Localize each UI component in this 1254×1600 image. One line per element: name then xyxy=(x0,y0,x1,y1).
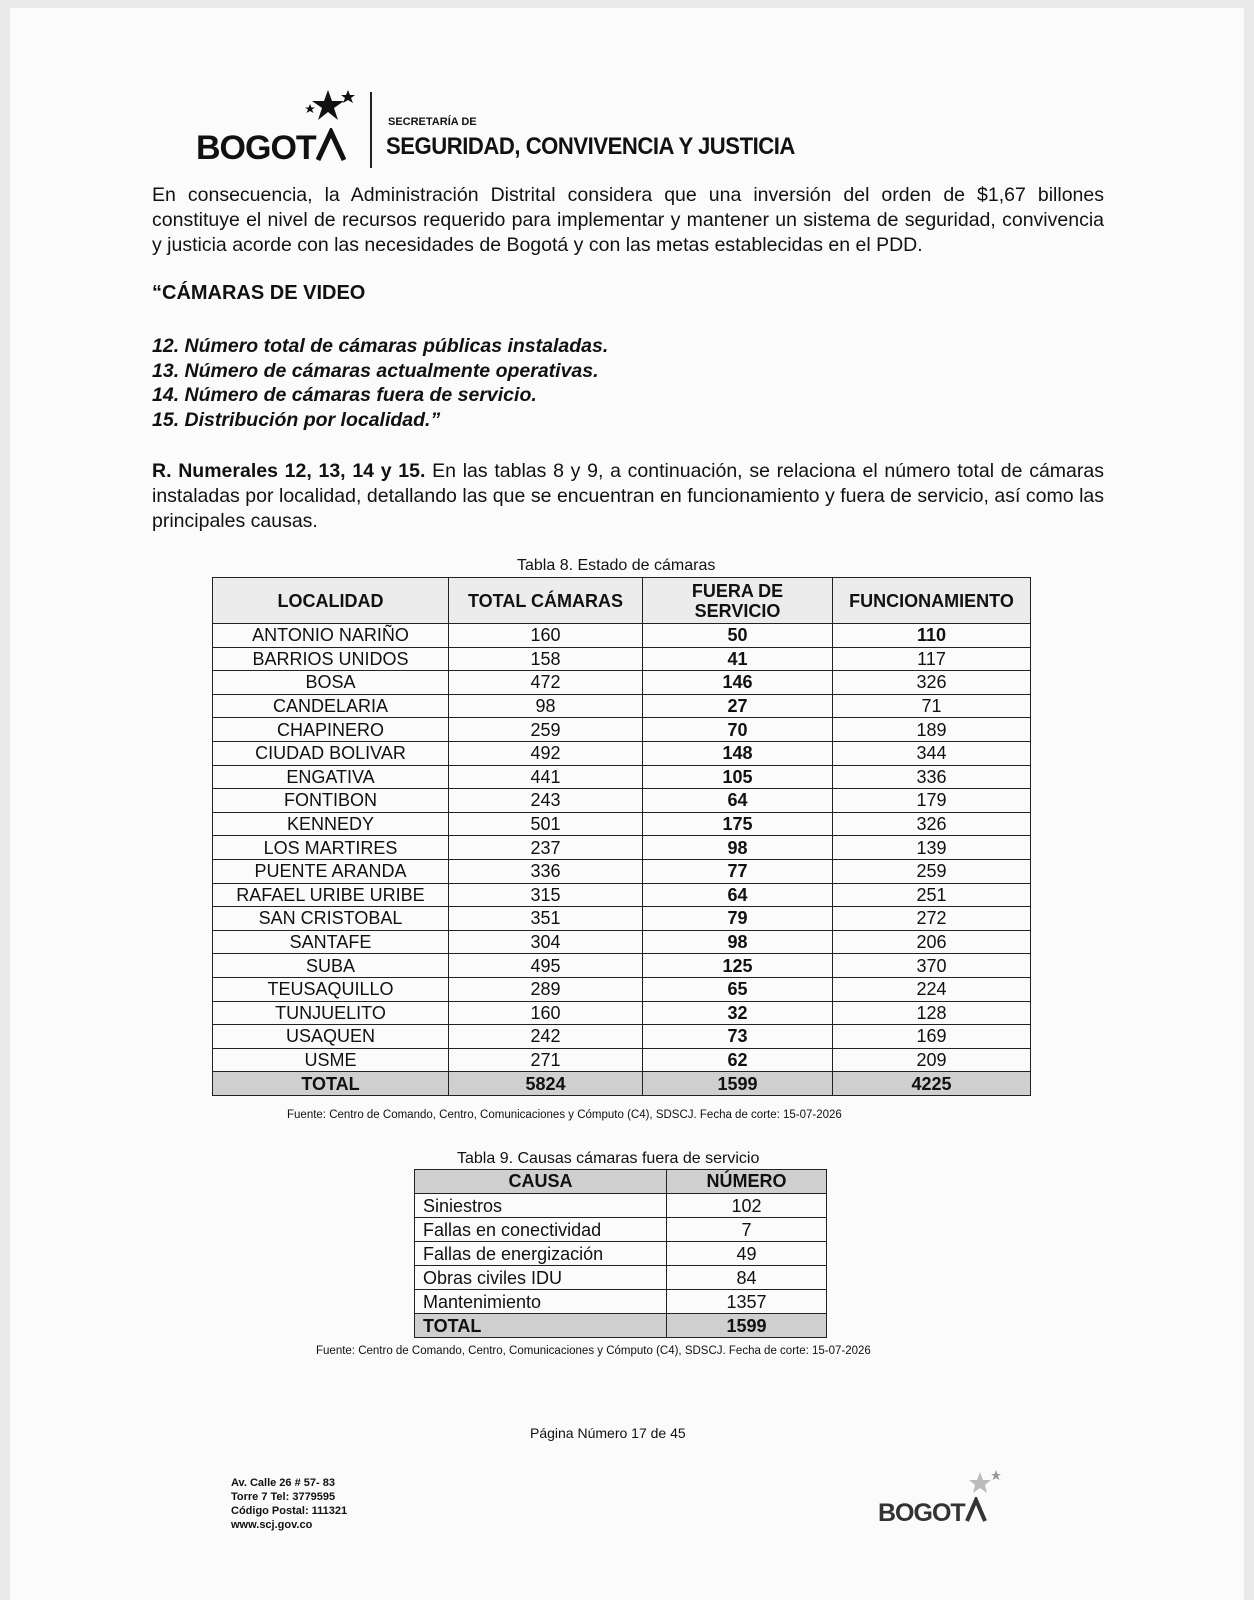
brand-a-glyph xyxy=(316,128,346,162)
table9-header: NÚMERO xyxy=(667,1170,827,1194)
table-cell: 304 xyxy=(449,930,643,954)
table-cell: USME xyxy=(213,1048,449,1072)
intro-paragraph: En consecuencia, la Administración Distrital considera que una inversión del orden de $1,67 billones constituye el nivel de recursos requerido para implementar y mantener un sistema de seguridad, convivencia y justicia acorde con las necesidades de Bogotá y con las metas establecidas en el PDD. xyxy=(152,184,1104,256)
table-cell: 251 xyxy=(833,883,1031,907)
table-total-row xyxy=(415,1314,827,1338)
table-cell: TOTAL xyxy=(415,1314,667,1338)
table-cell: LOS MARTIRES xyxy=(213,836,449,860)
table-cell: 148 xyxy=(643,741,833,765)
table-cell: 1599 xyxy=(643,1072,833,1096)
table8-caption: Tabla 8. Estado de cámaras xyxy=(517,557,716,574)
table-row xyxy=(213,883,1031,907)
table-cell: TUNJUELITO xyxy=(213,1001,449,1025)
table-row xyxy=(213,647,1031,671)
table-cell: 27 xyxy=(643,694,833,718)
table-cell: 73 xyxy=(643,1025,833,1049)
table-cell: 41 xyxy=(643,647,833,671)
table-cell: 315 xyxy=(449,883,643,907)
table-row xyxy=(213,789,1031,813)
table-cell: 71 xyxy=(833,694,1031,718)
table-cell: 344 xyxy=(833,741,1031,765)
table8-header: LOCALIDAD xyxy=(213,578,449,624)
footer-brand-text: BOGOT xyxy=(878,1499,965,1527)
table-cell: RAFAEL URIBE URIBE xyxy=(213,883,449,907)
table-cell: 271 xyxy=(449,1048,643,1072)
table-cell: 77 xyxy=(643,859,833,883)
table9-source: Fuente: Centro de Comando, Centro, Comunicaciones y Cómputo (C4), SDSCJ. Fecha de corte: 15-07-2026 xyxy=(316,1345,871,1357)
table8-header: FUERA DE SERVICIO xyxy=(643,578,833,624)
table-cell: CANDELARIA xyxy=(213,694,449,718)
section-heading: “CÁMARAS DE VIDEO xyxy=(152,282,366,304)
table-cell: 169 xyxy=(833,1025,1031,1049)
question-item: 14. Número de cámaras fuera de servicio. xyxy=(152,384,537,406)
table-row xyxy=(415,1194,827,1218)
table-cell: 370 xyxy=(833,954,1031,978)
table-cell: 272 xyxy=(833,907,1031,931)
table-cell: CIUDAD BOLIVAR xyxy=(213,741,449,765)
table-cell: 50 xyxy=(643,624,833,648)
table-cell: SANTAFE xyxy=(213,930,449,954)
table-cell: 102 xyxy=(667,1194,827,1218)
table-cell: TEUSAQUILLO xyxy=(213,977,449,1001)
table-cell: 289 xyxy=(449,977,643,1001)
table-row xyxy=(213,1001,1031,1025)
table-cell: 259 xyxy=(449,718,643,742)
table-cell: 326 xyxy=(833,671,1031,695)
table9-header: CAUSA xyxy=(415,1170,667,1194)
table-cell: 160 xyxy=(449,1001,643,1025)
table-row xyxy=(213,859,1031,883)
table-cell: 1599 xyxy=(667,1314,827,1338)
table-cell: 146 xyxy=(643,671,833,695)
bogota-logo xyxy=(196,128,346,168)
table-row xyxy=(213,977,1031,1001)
table-row xyxy=(213,765,1031,789)
table-cell: 98 xyxy=(449,694,643,718)
table9-caption: Tabla 9. Causas cámaras fuera de servicio xyxy=(457,1150,760,1167)
table-cell: 64 xyxy=(643,789,833,813)
table-cell: 139 xyxy=(833,836,1031,860)
table-cell: 243 xyxy=(449,789,643,813)
table-row xyxy=(213,694,1031,718)
table-cell: 189 xyxy=(833,718,1031,742)
table-cell: 125 xyxy=(643,954,833,978)
brand-text: BOGOT xyxy=(196,129,316,167)
footer-stars-icon xyxy=(960,1468,1004,1498)
table-cell: USAQUEN xyxy=(213,1025,449,1049)
table-cell: 336 xyxy=(449,859,643,883)
table-cell: Mantenimiento xyxy=(415,1290,667,1314)
table-cell: 158 xyxy=(449,647,643,671)
question-item: 13. Número de cámaras actualmente operativas. xyxy=(152,359,599,382)
table8 xyxy=(212,577,1031,1096)
table-row xyxy=(213,1025,1031,1049)
footer-brand-a-glyph xyxy=(965,1497,987,1523)
table-cell: 175 xyxy=(643,812,833,836)
table8-header: FUNCIONAMIENTO xyxy=(833,578,1031,624)
table-total-row xyxy=(213,1072,1031,1096)
table8-header: TOTAL CÁMARAS xyxy=(449,578,643,624)
table-cell: Siniestros xyxy=(415,1194,667,1218)
table-cell: 65 xyxy=(643,977,833,1001)
table-row xyxy=(213,718,1031,742)
table-cell: ANTONIO NARIÑO xyxy=(213,624,449,648)
table-cell: 441 xyxy=(449,765,643,789)
table8-source: Fuente: Centro de Comando, Centro, Comunicaciones y Cómputo (C4), SDSCJ. Fecha de corte: 15-07-2026 xyxy=(287,1109,842,1121)
table-cell: 160 xyxy=(449,624,643,648)
table-row xyxy=(213,930,1031,954)
stars-icon xyxy=(298,88,358,128)
table-cell: 1357 xyxy=(667,1290,827,1314)
table-row xyxy=(213,836,1031,860)
table-cell: 7 xyxy=(667,1218,827,1242)
table-cell: 242 xyxy=(449,1025,643,1049)
table-cell: SAN CRISTOBAL xyxy=(213,907,449,931)
table-cell: 472 xyxy=(449,671,643,695)
table-cell: 98 xyxy=(643,836,833,860)
question-item: 12. Número total de cámaras públicas instaladas. xyxy=(152,335,609,357)
table-cell: 209 xyxy=(833,1048,1031,1072)
table-cell: SUBA xyxy=(213,954,449,978)
footer-bogota-logo xyxy=(878,1497,987,1528)
response-paragraph xyxy=(152,459,1104,534)
table-cell: BOSA xyxy=(213,671,449,695)
table-row xyxy=(213,671,1031,695)
table-cell: 84 xyxy=(667,1266,827,1290)
table-row xyxy=(415,1290,827,1314)
table-cell: Obras civiles IDU xyxy=(415,1266,667,1290)
table-cell: Fallas de energización xyxy=(415,1242,667,1266)
table-cell: 351 xyxy=(449,907,643,931)
secretaria-label: SECRETARÍA DE xyxy=(388,116,477,128)
table-cell: 79 xyxy=(643,907,833,931)
table-row xyxy=(415,1218,827,1242)
table-cell: BARRIOS UNIDOS xyxy=(213,647,449,671)
table-cell: ENGATIVA xyxy=(213,765,449,789)
table-row xyxy=(213,907,1031,931)
table-row xyxy=(213,624,1031,648)
address-line: Av. Calle 26 # 57- 83 xyxy=(231,1477,335,1489)
table-cell: KENNEDY xyxy=(213,812,449,836)
table-row xyxy=(213,812,1031,836)
table-row xyxy=(415,1242,827,1266)
table-cell: 128 xyxy=(833,1001,1031,1025)
table-cell: 495 xyxy=(449,954,643,978)
table-cell: 105 xyxy=(643,765,833,789)
table-cell: TOTAL xyxy=(213,1072,449,1096)
response-lead: R. Numerales 12, 13, 14 y 15. xyxy=(152,460,426,482)
table-cell: 501 xyxy=(449,812,643,836)
header-divider xyxy=(370,92,372,168)
table-cell: CHAPINERO xyxy=(213,718,449,742)
table-cell: 98 xyxy=(643,930,833,954)
table-cell: 110 xyxy=(833,624,1031,648)
address-line: Código Postal: 111321 xyxy=(231,1505,348,1517)
table-cell: 237 xyxy=(449,836,643,860)
table-cell: 259 xyxy=(833,859,1031,883)
question-list xyxy=(152,334,608,432)
table-row xyxy=(213,741,1031,765)
table-cell: 64 xyxy=(643,883,833,907)
table9 xyxy=(414,1169,827,1338)
table-cell: 179 xyxy=(833,789,1031,813)
response-text: En las tablas 8 y 9, a continuación, se relaciona el número total de cámaras instaladas por localidad, detallando las que se encuentran en funcionamiento y fuera de servicio, así como las principales causas. xyxy=(152,460,1104,532)
address-line: www.scj.gov.co xyxy=(231,1519,313,1531)
table-cell: 4225 xyxy=(833,1072,1031,1096)
question-item: 15. Distribución por localidad.” xyxy=(152,408,441,431)
table-row xyxy=(415,1266,827,1290)
table-cell: 117 xyxy=(833,647,1031,671)
table-row xyxy=(213,954,1031,978)
address-line: Torre 7 Tel: 3779595 xyxy=(231,1491,336,1503)
table-cell: FONTIBON xyxy=(213,789,449,813)
table-cell: 492 xyxy=(449,741,643,765)
footer-address xyxy=(231,1476,347,1532)
secretaria-title: SEGURIDAD, CONVIVENCIA Y JUSTICIA xyxy=(386,133,795,160)
table-cell: 62 xyxy=(643,1048,833,1072)
table-cell: 206 xyxy=(833,930,1031,954)
table-cell: 224 xyxy=(833,977,1031,1001)
table-cell: 70 xyxy=(643,718,833,742)
page-number: Página Número 17 de 45 xyxy=(530,1425,686,1441)
table-cell: 32 xyxy=(643,1001,833,1025)
table-cell: PUENTE ARANDA xyxy=(213,859,449,883)
table-cell: Fallas en conectividad xyxy=(415,1218,667,1242)
table-cell: 5824 xyxy=(449,1072,643,1096)
table-cell: 49 xyxy=(667,1242,827,1266)
table-row xyxy=(213,1048,1031,1072)
table-cell: 336 xyxy=(833,765,1031,789)
table-cell: 326 xyxy=(833,812,1031,836)
